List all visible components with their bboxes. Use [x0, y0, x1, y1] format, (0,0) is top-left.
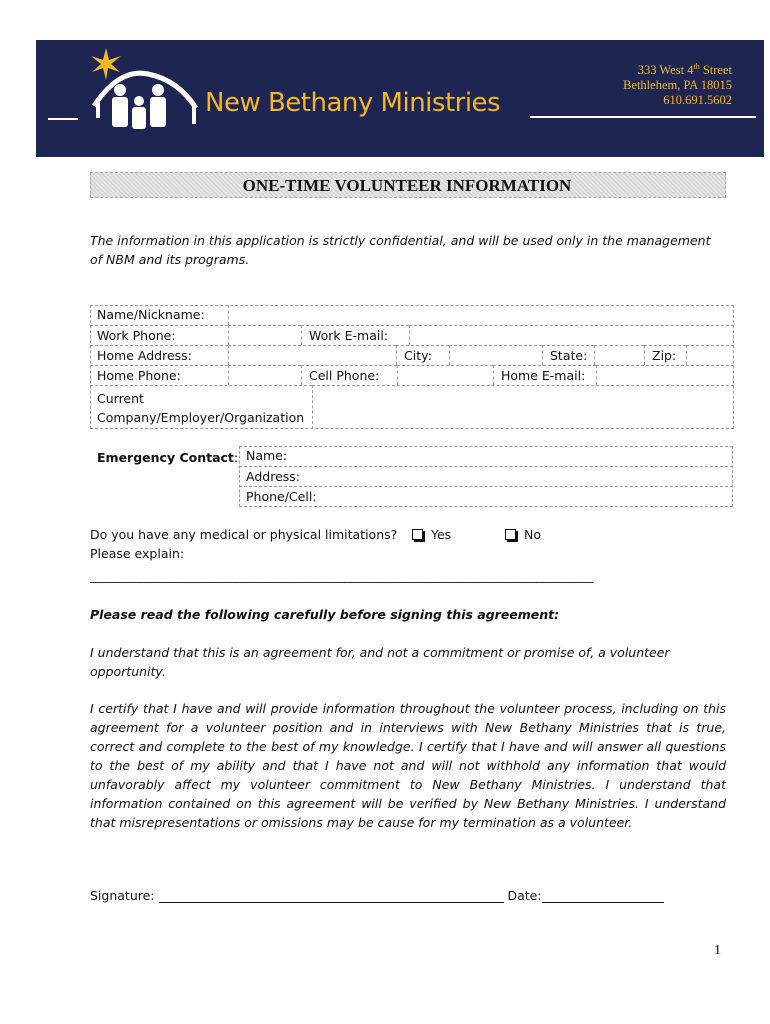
agreement-heading: Please read the following carefully before signing this agreement: — [90, 607, 560, 622]
company-label — [90, 385, 312, 429]
logo-icon — [74, 46, 214, 136]
signature-field[interactable] — [159, 888, 504, 903]
emergency-name-field[interactable] — [239, 446, 733, 466]
page-number: 1 — [714, 943, 721, 958]
explain-line[interactable]: _________________________________________________________________________________________ — [90, 568, 593, 583]
home-phone-field[interactable] — [228, 365, 301, 385]
home-email-label: Home E-mail: — [493, 365, 596, 385]
date-field[interactable] — [542, 888, 664, 903]
medical-question: Do you have any medical or physical limitations? — [90, 527, 398, 542]
name-label: Name/Nickname: — [97, 307, 205, 322]
zip-field[interactable] — [686, 345, 734, 365]
yes-checkbox[interactable] — [412, 529, 423, 540]
city-label: City: — [396, 345, 449, 365]
signature-row — [90, 886, 664, 905]
yes-option[interactable] — [412, 525, 451, 544]
signature-label: Signature: — [90, 888, 155, 903]
agreement-paragraph-1: I understand that this is an agreement for, and not a commitment or promise of, a volunteer opportunity. — [90, 645, 670, 679]
state-label: State: — [542, 345, 594, 365]
date-label: Date: — [507, 888, 542, 903]
agreement-paragraph-2: I certify that I have and will provide information throughout the volunteer process, including on this agreement for a volunteer position and in interviews with New Bethany Ministries that is true, correct and complete to the best of my knowledge. I certify that I have and will answer all questions to the best of my ability and that I have not and will not withhold any information that would unfavorably affect my volunteer commitment to New Bethany Ministries. I understand that information contained on this agreement will be verified by New Bethany Ministries. I understand that misrepresentations or omissions may be cause for my termination as a volunteer. — [90, 701, 726, 830]
emergency-name-label: Name: — [246, 448, 288, 463]
home-phone-label: Home Phone: — [90, 365, 228, 385]
company-label-line-2: Company/Employer/Organization — [97, 410, 305, 425]
no-option[interactable] — [505, 525, 541, 544]
org-address — [623, 59, 732, 108]
name-field[interactable] — [228, 305, 734, 325]
emergency-address-field[interactable] — [239, 466, 733, 486]
cell-phone-label: Cell Phone: — [301, 365, 397, 385]
emergency-address-label: Address: — [246, 469, 300, 484]
banner-rule-left — [48, 118, 78, 120]
emergency-phone-field[interactable] — [239, 486, 733, 507]
work-email-label: Work E-mail: — [301, 325, 409, 345]
emergency-contact-label: Emergency Contact: — [97, 450, 239, 465]
phone-number: 610.691.5602 — [663, 93, 732, 108]
home-address-field[interactable] — [228, 345, 396, 365]
yes-label: Yes — [431, 527, 452, 542]
no-label: No — [524, 527, 541, 542]
work-phone-label: Work Phone: — [90, 325, 228, 345]
company-label-line-1: Current — [97, 391, 144, 406]
address-line-2: Bethlehem, PA 18015 — [623, 78, 732, 93]
org-name: New Bethany Ministries — [205, 88, 501, 118]
page-title: ONE-TIME VOLUNTEER INFORMATION — [242, 176, 572, 195]
emergency-phone-label: Phone/Cell: — [246, 489, 317, 504]
banner-rule-right — [530, 116, 756, 118]
no-checkbox[interactable] — [505, 529, 516, 540]
cell-phone-field[interactable] — [397, 365, 493, 385]
address-line-1: 333 West 4th Street — [637, 62, 732, 78]
explain-label: Please explain: — [90, 546, 185, 561]
city-field[interactable] — [449, 345, 542, 365]
intro-text: The information in this application is strictly confidential, and will be used only in the management of NBM and its programs. — [90, 233, 711, 267]
home-address-label: Home Address: — [90, 345, 228, 365]
state-field[interactable] — [594, 345, 644, 365]
work-email-field[interactable] — [409, 325, 734, 345]
company-field[interactable] — [312, 385, 734, 429]
home-email-field[interactable] — [596, 365, 734, 385]
zip-label: Zip: — [644, 345, 686, 365]
work-phone-field[interactable] — [228, 325, 301, 345]
